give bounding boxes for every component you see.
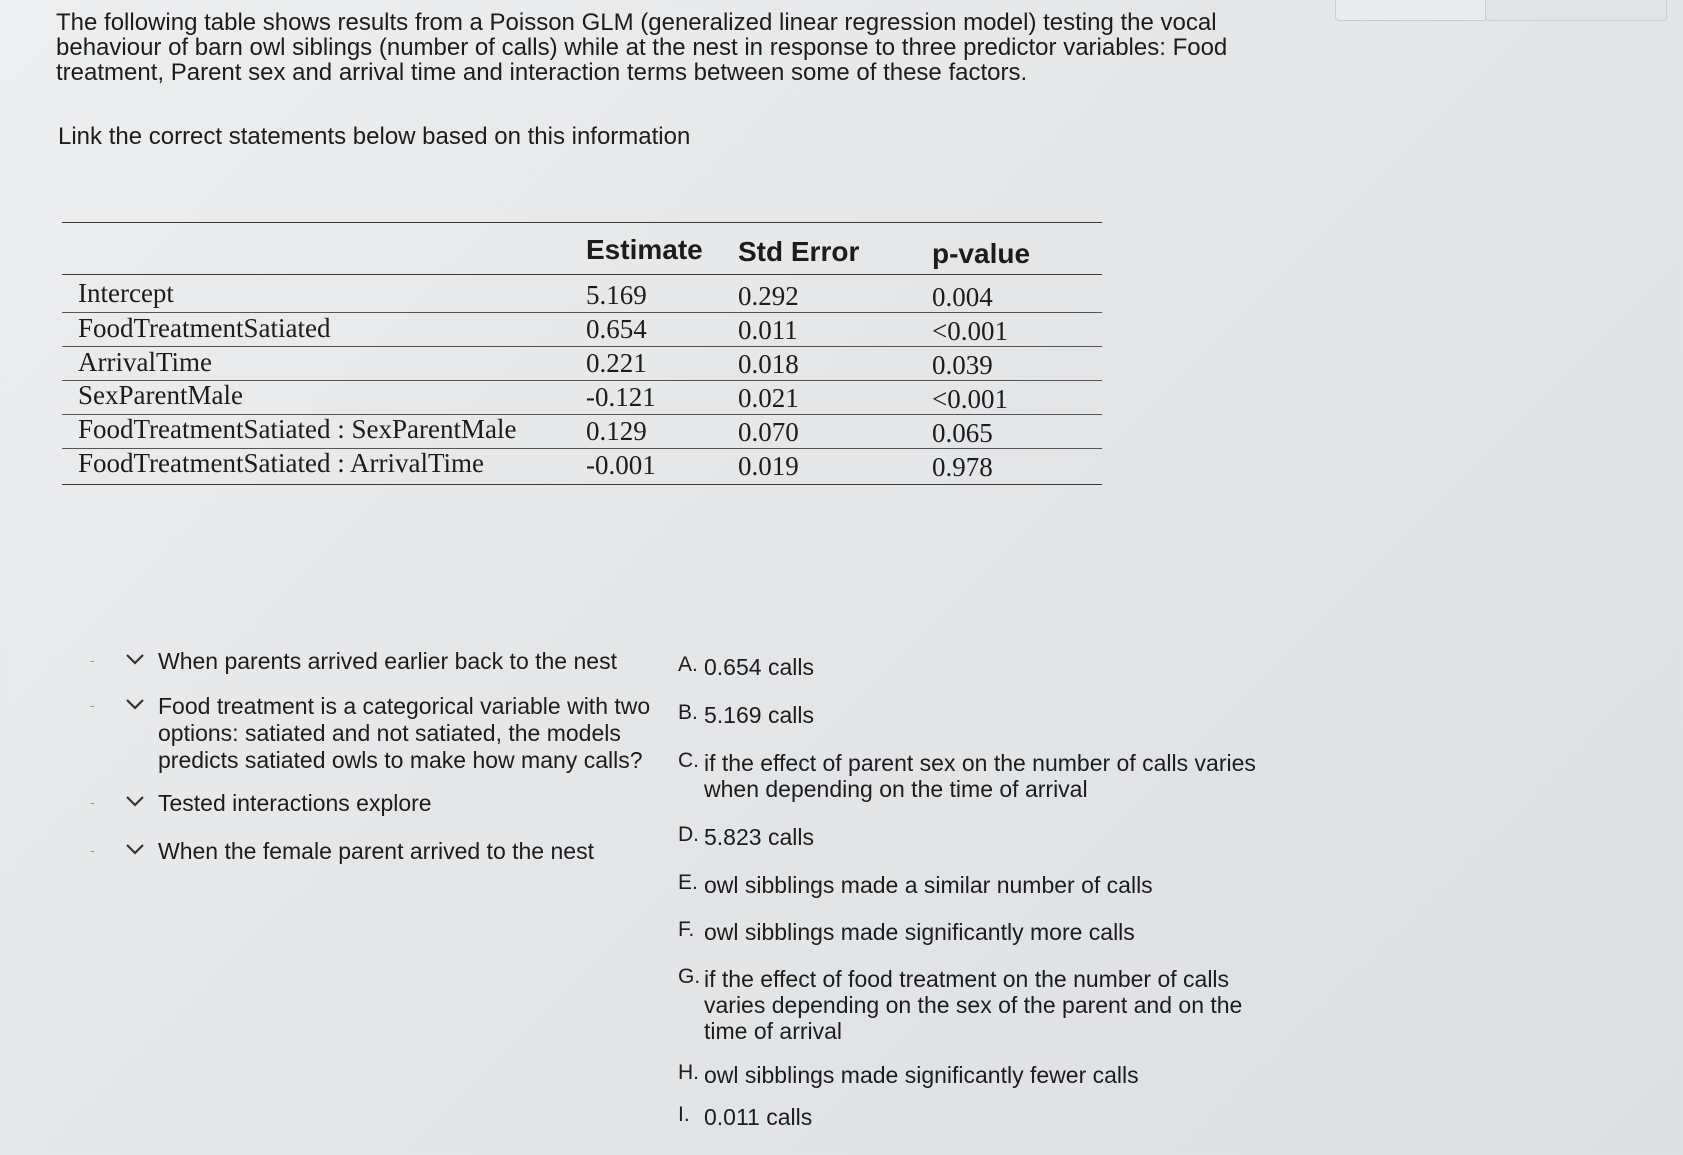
answer-text: 0.654 calls [704,654,814,680]
estimate-cell: -0.121 [586,382,656,412]
statement-text: Food treatment is a categorical variable with two options: satiated and not satiated, the models predicts satiated owls to make how many calls? [158,693,651,773]
statement-dash: - [90,652,95,668]
term-cell: FoodTreatmentSatiated : ArrivalTime [78,448,484,478]
answer-letter: B. [678,701,698,724]
answer-text: 5.823 calls [704,824,814,850]
p-value-cell: 0.004 [932,282,993,312]
glm-results-table [62,222,1102,492]
p-value-cell: 0.978 [932,452,993,482]
answer-text: owl sibblings made a similar number of calls [704,872,1153,898]
answer-text: 0.011 calls [704,1104,813,1130]
table-top-rule [62,222,1102,223]
statement-text: When the female parent arrived to the nest [158,838,594,864]
answer-letter: A. [678,653,698,676]
statement-list [90,648,690,888]
statement-dash: - [90,842,95,858]
p-value-cell: 0.065 [932,418,993,448]
row-rule [62,346,1102,347]
estimate-cell: 0.129 [586,416,647,446]
p-value-cell: 0.039 [932,350,993,380]
estimate-cell: 0.654 [586,314,647,344]
answer-text: 5.169 calls [704,702,814,728]
std-error-cell: 0.021 [738,383,799,413]
term-cell: ArrivalTime [78,347,212,377]
answer-letter: I. [678,1103,690,1126]
table-bottom-rule [62,484,1102,485]
p-value-cell: <0.001 [932,384,1008,414]
std-error-cell: 0.070 [738,417,799,447]
std-error-cell: 0.011 [738,315,798,345]
answer-letter: H. [678,1061,699,1084]
answer-letter: F. [678,918,695,941]
estimate-cell: 0.221 [586,348,647,378]
question-prompt: Link the correct statements below based on this information [58,123,691,150]
chevron-down-icon [122,650,148,670]
answer-letter: D. [678,823,699,846]
dropdown-chevron[interactable] [122,650,148,670]
answer-text: if the effect of food treatment on the number of calls varies depending on the sex of the parent and on the time of arrival [704,966,1243,1044]
top-box-left [1335,0,1487,21]
answer-text: owl sibblings made significantly more calls [704,919,1135,945]
answer-letter: E. [678,871,698,894]
p-value-cell: <0.001 [932,316,1008,346]
answer-options [678,652,1298,1132]
dropdown-chevron[interactable] [122,840,148,860]
estimate-cell: 5.169 [586,280,647,310]
statement-dash: - [90,794,95,810]
header-rule [62,274,1102,275]
statement-text: Tested interactions explore [158,790,432,816]
question-text: The following table shows results from a Poisson GLM (generalized linear regression model) testing the vocal behaviour of barn owl siblings (number of calls) while at the nest in response to three predictor variables: Food treatment, Parent sex and arrival time and interaction terms between some of these factors. [56,9,1228,86]
std-error-cell: 0.292 [738,281,799,311]
answer-text: if the effect of parent sex on the number of calls varies when depending on the time of arrival [704,750,1256,802]
dropdown-chevron[interactable] [122,792,148,812]
std-error-cell: 0.018 [738,349,799,379]
header-estimate: Estimate [586,234,703,265]
chevron-down-icon [122,792,148,812]
std-error-cell: 0.019 [738,451,799,481]
statement-dash: - [90,697,95,713]
header-std-error: Std Error [738,236,860,267]
chevron-down-icon [122,840,148,860]
term-cell: FoodTreatmentSatiated : SexParentMale [78,414,517,444]
answer-text: owl sibblings made significantly fewer calls [704,1062,1139,1088]
term-cell: SexParentMale [78,380,243,410]
dropdown-chevron[interactable] [122,695,148,715]
top-box-right [1485,0,1667,21]
statement-text: When parents arrived earlier back to the nest [158,648,617,674]
top-right-boxes [1335,0,1683,20]
term-cell: FoodTreatmentSatiated [78,313,331,343]
answer-letter: C. [678,749,699,772]
answer-letter: G. [678,965,701,988]
header-p-value: p-value [932,238,1031,269]
estimate-cell: -0.001 [586,450,656,480]
chevron-down-icon [122,695,148,715]
term-cell: Intercept [78,278,174,308]
